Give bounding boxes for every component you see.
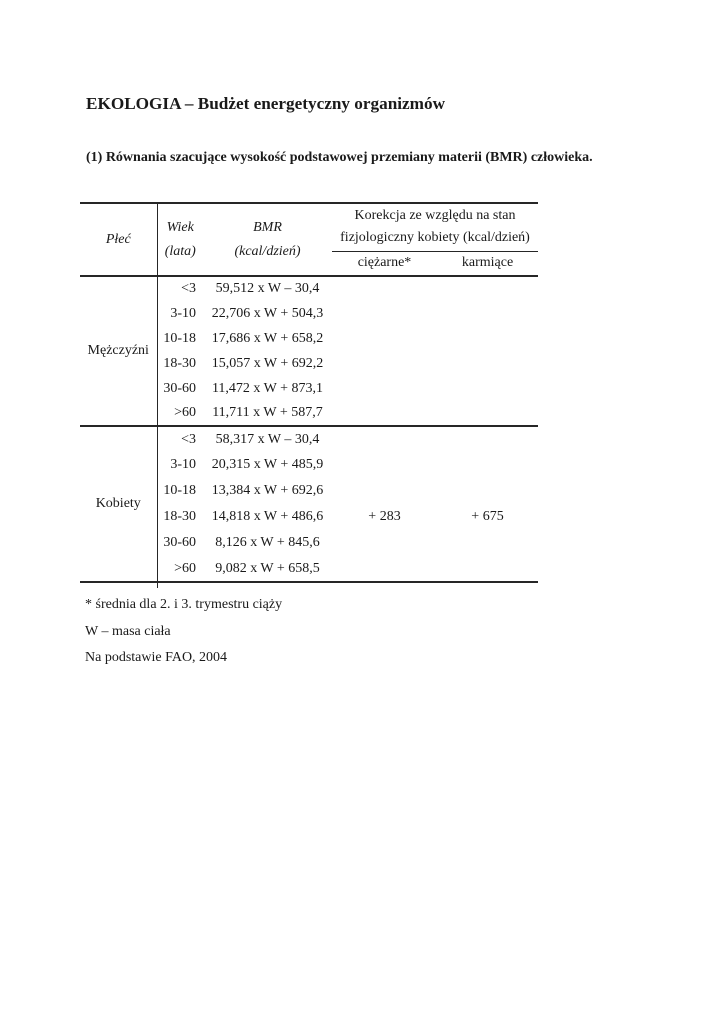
lactating-cell xyxy=(437,376,538,401)
footnote-w-definition: W – masa ciała xyxy=(85,623,171,639)
lactating-cell xyxy=(437,452,538,478)
col-header-correction-group: Korekcja ze względu na stan fizjologiczny kobiety (kcal/dzień) xyxy=(332,203,538,251)
bmr-table-container xyxy=(80,202,538,583)
col-header-bmr-line2: (kcal/dzień) xyxy=(234,243,301,259)
col-header-lactating: karmiące xyxy=(437,251,538,276)
formula-cell: 11,711 x W + 587,7 xyxy=(212,405,323,420)
men-section xyxy=(80,276,538,426)
formula-cell: 9,082 x W + 658,5 xyxy=(215,560,320,576)
col-header-sex: Płeć xyxy=(80,203,157,276)
pregnant-cell xyxy=(332,452,437,478)
pregnant-cell xyxy=(332,376,437,401)
table-header xyxy=(80,203,538,276)
footnote-source: Na podstawie FAO, 2004 xyxy=(85,650,228,665)
formula-cell: 58,317 x W – 30,4 xyxy=(203,426,332,452)
footnote-trimester-note: * średnia dla 2. i 3. trymestru ciąży xyxy=(85,597,283,612)
col-header-age xyxy=(157,203,203,276)
age-cell: >60 xyxy=(174,405,196,420)
age-cell: >60 xyxy=(174,560,196,576)
lactating-cell xyxy=(437,530,538,556)
age-cell: <3 xyxy=(181,281,196,296)
col-header-age-line2: (lata) xyxy=(164,243,196,259)
pregnant-cell xyxy=(332,276,437,301)
formula-cell: 17,686 x W + 658,2 xyxy=(211,330,324,346)
lactating-cell xyxy=(437,401,538,426)
lactating-cell xyxy=(437,426,538,452)
formula-cell: 20,315 x W + 485,9 xyxy=(211,457,324,472)
pregnant-cell xyxy=(332,351,437,376)
formula-cell: 22,706 x W + 504,3 xyxy=(211,305,324,321)
pregnant-cell xyxy=(332,530,437,556)
sex-group-label: Mężczyźni xyxy=(80,276,157,426)
age-cell: 18-30 xyxy=(163,355,196,371)
lactating-cell xyxy=(437,478,538,504)
page-title: EKOLOGIA – Budżet energetyczny organizmów xyxy=(86,94,445,113)
women-section xyxy=(80,426,538,582)
lactating-cell xyxy=(437,326,538,351)
col-header-pregnant: ciężarne* xyxy=(332,251,437,276)
section-heading: (1) Równania szacujące wysokość podstawowej przemiany materii (BMR) człowieka. xyxy=(86,150,593,165)
age-cell: 30-60 xyxy=(163,535,196,550)
age-cell: 30-60 xyxy=(163,380,196,396)
age-cell: 3-10 xyxy=(170,457,196,472)
col-header-bmr-line1: BMR xyxy=(253,219,282,235)
formula-cell: 11,472 x W + 873,1 xyxy=(211,380,324,396)
pregnant-cell xyxy=(332,478,437,504)
table-divider-tail xyxy=(157,583,159,588)
footnotes xyxy=(85,592,282,672)
bmr-table xyxy=(80,202,538,583)
pregnant-cell: + 283 xyxy=(368,509,401,524)
col-header-age-line1: Wiek xyxy=(166,219,194,235)
lactating-cell xyxy=(437,276,538,301)
sex-group-label: Kobiety xyxy=(80,426,157,582)
formula-cell: 14,818 x W + 486,6 xyxy=(211,509,324,524)
formula-cell: 13,384 x W + 692,6 xyxy=(211,483,324,498)
pregnant-cell xyxy=(332,556,437,582)
lactating-cell: + 675 xyxy=(471,509,504,524)
pregnant-cell xyxy=(332,326,437,351)
table-row xyxy=(80,426,538,452)
table-row xyxy=(80,276,538,301)
age-cell: 10-18 xyxy=(163,483,196,498)
formula-cell: 59,512 x W – 30,4 xyxy=(215,281,320,296)
age-cell: 10-18 xyxy=(163,330,196,346)
pregnant-cell xyxy=(332,301,437,326)
lactating-cell xyxy=(437,351,538,376)
age-cell: 3-10 xyxy=(170,305,196,321)
lactating-cell xyxy=(437,556,538,582)
age-cell: <3 xyxy=(157,426,203,452)
age-cell: 18-30 xyxy=(163,509,196,524)
col-header-bmr xyxy=(203,203,332,276)
pregnant-cell xyxy=(332,401,437,426)
lactating-cell xyxy=(437,301,538,326)
header-row-1 xyxy=(80,203,538,251)
formula-cell: 15,057 x W + 692,2 xyxy=(211,355,324,371)
formula-cell: 8,126 x W + 845,6 xyxy=(215,535,320,550)
pregnant-cell xyxy=(332,426,437,452)
